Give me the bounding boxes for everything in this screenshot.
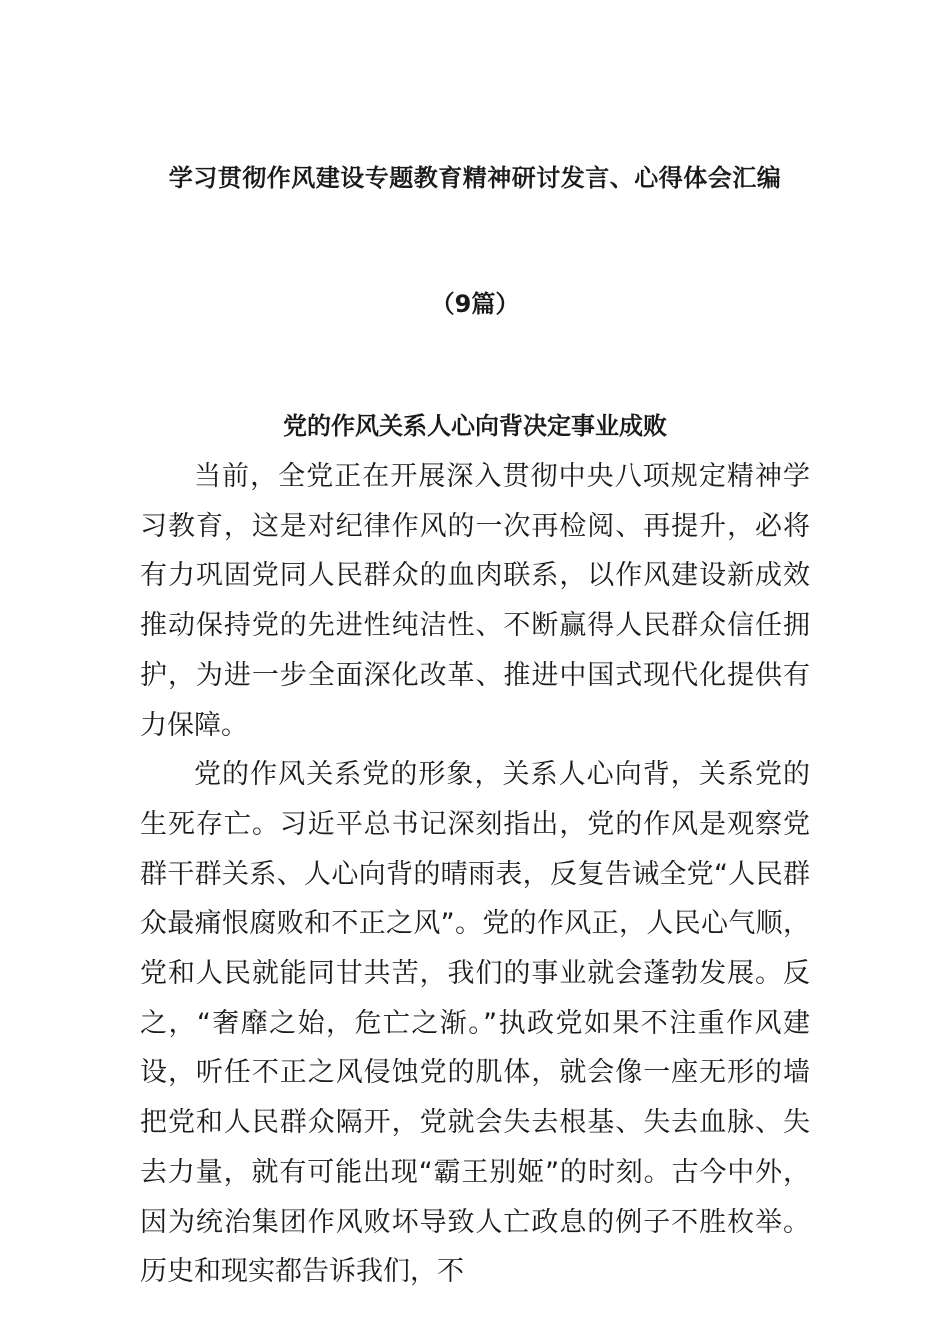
- body-paragraph-1: 当前，全党正在开展深入贯彻中央八项规定精神学习教育，这是对纪律作风的一次再检阅、再提升，必将有力巩固党同人民群众的血肉联系，以作风建设新成效推动保持党的先进性纯洁性、不断赢得人民群众信任拥护，为进一步全面深化改革、推进中国式现代化提供有力保障。: [140, 461, 810, 741]
- section-title: 党的作风关系人心向背决定事业成败: [283, 412, 667, 440]
- body-paragraph-2: 党的作风关系党的形象，关系人心向背，关系党的生死存亡。习近平总书记深刻指出，党的作风是观察党群干群关系、人心向背的晴雨表，反复告诫全党“人民群众最痛恨腐败和不正之风”。党的作风正，人民心气顺，党和人民就能同甘共苦，我们的事业就会蓬勃发展。反之，“奢靡之始，危亡之渐。”执政党如果不注重作风建设，听任不正之风侵蚀党的肌体，就会像一座无形的墙把党和人民群众隔开，党就会失去根基、失去血脉、失去力量，就有可能出现“霸王别姬”的时刻。古今中外，因为统治集团作风败坏导致人亡政息的例子不胜枚举。历史和现实都告诉我们，不: [140, 759, 810, 1288]
- article-count: （9篇）: [430, 290, 520, 318]
- article-body: [140, 452, 810, 1297]
- document-title: 学习贯彻作风建设专题教育精神研讨发言、心得体会汇编: [168, 164, 782, 192]
